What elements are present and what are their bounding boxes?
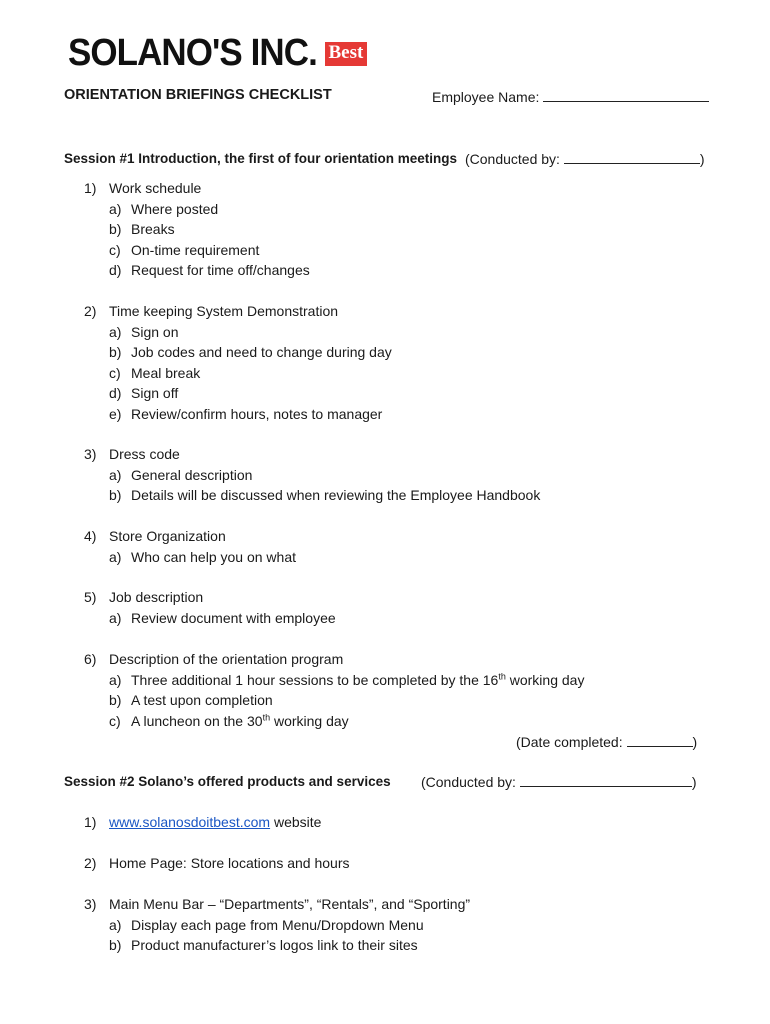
session-1-heading: Session #1 Introduction, the first of four orientation meetings [64, 151, 458, 166]
sub-item-letter: a) [109, 916, 122, 933]
list-item-text: Main Menu Bar – “Departments”, “Rentals”, and “Sporting” [109, 896, 471, 912]
conducted-by-close: ) [699, 151, 705, 167]
list-item-number: 6) [84, 651, 97, 667]
list-item-suffix: website [270, 814, 322, 830]
list-item-number: 3) [84, 896, 97, 912]
logo-badge: Best [325, 42, 368, 66]
session-2-conducted-by[interactable] [421, 773, 697, 791]
sub-item-letter: c) [109, 712, 121, 729]
sub-item-text-part: Where posted [131, 200, 219, 217]
sub-item-text-part: Breaks [131, 221, 175, 237]
conducted-by-label: (Conducted by: [421, 774, 516, 790]
sub-item-text [131, 262, 310, 279]
sub-item-letter: e) [109, 405, 122, 422]
sub-item-text [131, 324, 178, 341]
sub-item-letter: a) [109, 609, 122, 626]
sub-item-text-part: A luncheon on the 30 [131, 712, 263, 729]
list-item-number: 4) [84, 528, 97, 544]
date-completed-blank[interactable] [627, 733, 693, 747]
conducted-by-label: (Conducted by: [465, 151, 560, 167]
list-item-text: Work schedule [109, 180, 202, 196]
conducted-by-blank[interactable] [564, 150, 700, 164]
sub-item-text [131, 201, 218, 218]
sub-item-text [131, 242, 259, 259]
sub-item-text [131, 406, 382, 423]
sub-item-text [131, 344, 392, 361]
sub-item-text [131, 692, 273, 709]
sub-item-letter: a) [109, 323, 122, 340]
list-item-number: 3) [84, 446, 97, 462]
sub-item-letter: a) [109, 548, 122, 565]
company-logo [68, 28, 367, 72]
sub-item-text [131, 221, 175, 238]
date-completed-label: (Date completed: [516, 734, 623, 750]
list-item-text: Home Page: Store locations and hours [109, 855, 350, 871]
list-item-text: Description of the orientation program [109, 651, 344, 667]
superscript-ordinal: th [262, 711, 271, 722]
conducted-by-blank[interactable] [520, 773, 692, 787]
list-item-number: 5) [84, 589, 97, 605]
sub-item-text-part: On-time requirement [131, 241, 260, 258]
sub-item-text-part: Review document with employee [131, 609, 336, 626]
sub-item-letter: d) [109, 385, 122, 401]
sub-item-text-part: A test upon completion [131, 692, 273, 708]
sub-item-text-part: Meal break [131, 364, 201, 381]
sub-item-text-part: Display each page from Menu/Dropdown Menu [131, 916, 424, 933]
list-item-text: Dress code [109, 446, 180, 462]
sub-item-letter: b) [109, 344, 122, 360]
sub-item-text [131, 487, 540, 504]
sub-item-letter: b) [109, 487, 122, 503]
sub-item-text-part: working day [505, 671, 585, 688]
sub-item-letter: c) [109, 364, 121, 381]
list-item-text [109, 814, 321, 831]
sub-item-letter: b) [109, 937, 122, 953]
list-item-text: Time keeping System Demonstration [109, 303, 339, 319]
list-item-number: 2) [84, 855, 97, 871]
page-title: ORIENTATION BRIEFINGS CHECKLIST [64, 87, 332, 103]
sub-item-text-part: Request for time off/changes [131, 262, 310, 278]
sub-item-text [131, 672, 584, 689]
sub-item-letter: a) [109, 466, 122, 483]
sub-item-letter: b) [109, 692, 122, 708]
logo-text: SOLANO'S INC. [68, 32, 317, 74]
list-item-number: 1) [84, 180, 97, 196]
conducted-by-close: ) [691, 774, 697, 790]
sub-item-text-part: Details will be discussed when reviewing the Employee Handbook [131, 487, 541, 503]
sub-item-text [131, 549, 296, 566]
sub-item-text-part: Job codes and need to change during day [131, 344, 392, 360]
sub-item-text [131, 385, 178, 402]
session-1-conducted-by[interactable] [465, 150, 705, 168]
list-item-number: 1) [84, 814, 97, 830]
sub-item-text [131, 610, 336, 627]
sub-item-text-part: Sign off [131, 385, 179, 401]
date-completed-field[interactable] [516, 733, 697, 751]
session-2-heading: Session #2 Solano’s offered products and services [64, 774, 391, 789]
sub-item-text [131, 917, 424, 934]
list-item-number: 2) [84, 303, 97, 319]
sub-item-letter: b) [109, 221, 122, 237]
employee-name-label: Employee Name: [432, 89, 540, 105]
sub-item-letter: a) [109, 671, 122, 688]
website-link[interactable]: www.solanosdoitbest.com [109, 814, 271, 830]
list-item-text: Job description [109, 589, 204, 605]
employee-name-blank[interactable] [543, 88, 709, 102]
sub-item-text-part: Who can help you on what [131, 548, 296, 565]
sub-item-text-part: Sign on [131, 323, 179, 340]
sub-item-letter: a) [109, 200, 122, 217]
date-completed-close: ) [692, 734, 698, 750]
sub-item-text-part: working day [270, 712, 349, 729]
sub-item-text [131, 937, 418, 954]
sub-item-text [131, 365, 200, 382]
sub-item-letter: d) [109, 262, 122, 278]
sub-item-text-part: Product manufacturer’s logos link to their sites [131, 937, 418, 953]
sub-item-text-part: Three additional 1 hour sessions to be completed by the 16 [131, 671, 499, 688]
list-item-text: Store Organization [109, 528, 226, 544]
employee-name-field[interactable] [432, 88, 709, 106]
superscript-ordinal: th [498, 670, 506, 681]
sub-item-text-part: Review/confirm hours, notes to manager [131, 405, 383, 422]
sub-item-text [131, 467, 252, 484]
sub-item-text-part: General description [131, 466, 253, 483]
sub-item-letter: c) [109, 241, 121, 258]
sub-item-text [131, 713, 349, 730]
